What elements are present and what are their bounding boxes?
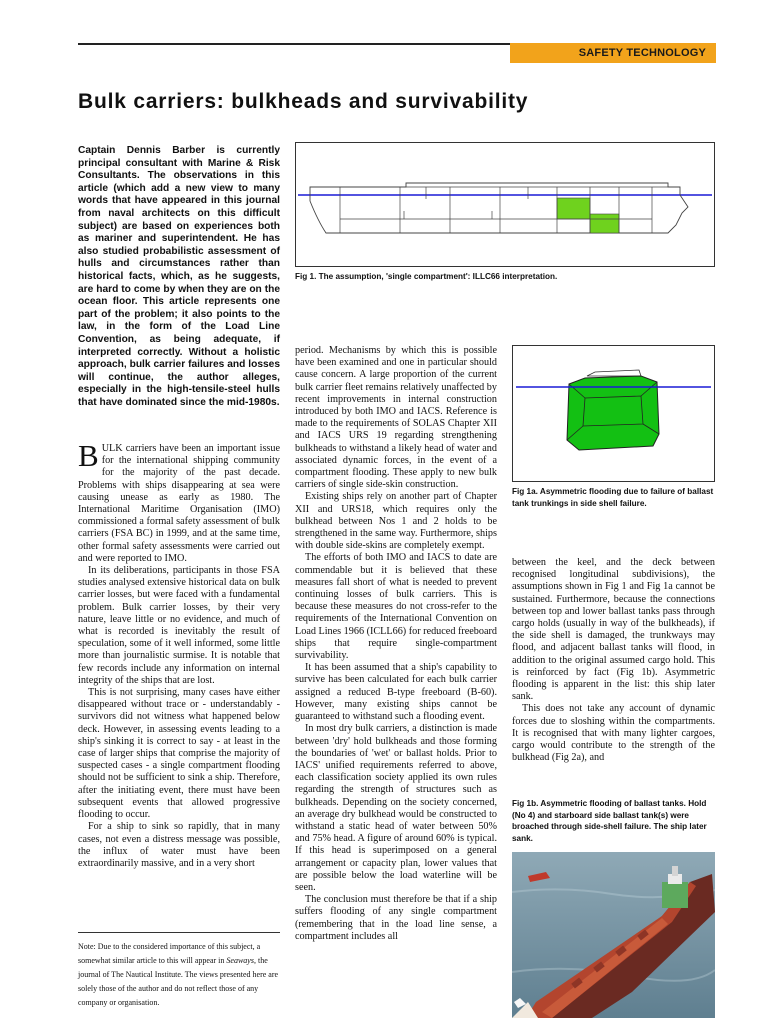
editorial-note: Note: Due to the considered importance of this subject, a somewhat similar article to this will appear in Seaways, the journal of The Nautical Institute. The views presented here are solely those of the author and do not reflect those of any company or organisation.	[78, 942, 279, 1007]
figure-1a-caption: Fig 1a. Asymmetric flooding due to failure of ballast tank trunkings in side shell failure.	[512, 487, 714, 508]
paragraph: In most dry bulk carriers, a distinction is made between 'dry' hold bulkheads and those forming the boundaries of 'wet' or ballast holds. Prior to IACS' unified requirements referred to above, each classification society applied its own rules regarding the strength of structures such as bulkheads. Depending on the society concerned, an average dry bulkhead would be constructed to withstand a static head of water between 50% and 75% head. A figure of around 60% is typical. If this head is superimposed on a general arrangement or capacity plan, lower values that are possible below the load waterline will be seen.	[295, 723, 497, 893]
section-label: SAFETY TECHNOLOGY	[510, 43, 716, 63]
paragraph: period. Mechanisms by which this is possible have been examined and one in particular should cause concern. A large proportion of the current bulk carrier fleet remains relatively unaffected by recent improvements in internal construction introduced by both IMO and IACS. Reference is made to the requirements of SOLAS Chapter XII and IACS URS 19 regarding strengthening bulkheads to withstand a likely head of water and associated dynamic forces, in the event of a compartment flooding. These apply to new bulk carriers of single side-skin construction.	[295, 345, 497, 491]
paragraph: In its deliberations, participants in those FSA studies analysed extensive historical data on bulk carrier losses, but were faced with a fundamental problem. Bulk carrier losses, by their very nature, leave little or no evidence, and much of what is recorded is inevitably the result of speculation, some of it well informed, some little more than journalistic surmise. It is notable that few records include any information on internal integrity of the ships that are lost.	[78, 565, 280, 686]
body-column-2	[295, 345, 497, 943]
paragraph: This does not take any account of dynamic forces due to sloshing within the compartments. It is recognised that with many lighter cargoes, cargo would contribute to the strength of the bulkhead (Fig 2a), and	[512, 703, 715, 764]
figure-1-caption: Fig 1. The assumption, 'single compartment': ILLC66 interpretation.	[295, 272, 558, 281]
body-column-3	[512, 557, 715, 764]
drop-cap: B	[78, 438, 99, 473]
midship-section-diagram	[513, 346, 714, 481]
paragraph: Existing ships rely on another part of Chapter XII and URS18, which requires only the bulkhead between Nos 1 and 2 holds to be strengthened in the same way. Furthermore, ships with double side-skins are completely exempt.	[295, 491, 497, 552]
figure-1b-caption: Fig 1b. Asymmetric flooding of ballast tanks. Hold (No 4) and starboard side ballast tank(s) were broached through side-shell failure. The ship later sank.	[512, 799, 707, 843]
listing-ship-photo	[512, 852, 715, 1018]
figure-1	[295, 142, 715, 267]
note-rule	[78, 932, 280, 933]
figure-1b-photo	[512, 852, 715, 1018]
article-intro: Captain Dennis Barber is currently principal consultant with Marine & Risk Consultants. The observations in this article (which add a new view to many words that have appeared in this journal from naval architects on this difficult subject) are based on experiences both as mariner and superintendent. He has also studied probabilistic assessment of hulls and circumstances rather than historical facts, which, as he suggests, are hard to come by when they are on the ocean floor. This article represents one part of the problem; it also points to the law, in the form of the Load Line Convention, as being adequate, if interpreted correctly. Without a holistic approach, bulk carrier failures and losses will continue, the author alleges, especially in the high-tensile-steel hulls that have dominated since the mid-1980s.	[78, 145, 280, 408]
paragraph: It has been assumed that a ship's capability to survive has been calculated for each bulk carrier assigned a reduced B-type freeboard (B-60). However, many existing ships cannot be guaranteed to withstand such a flooding event.	[295, 662, 497, 723]
ship-profile-diagram	[296, 143, 714, 266]
figure-1a	[512, 345, 715, 482]
paragraph: The efforts of both IMO and IACS to date are commendable but it is believed that these measures fall short of what is needed to prevent continuing losses of bulk carriers. This is because these measures do not cross-refer to the requirements of the International Convention on Load Lines 1966 (ICLL66) for reduced freeboard ships that require single-compartment survivability.	[295, 552, 497, 662]
article-title: Bulk carriers: bulkheads and survivability	[78, 90, 529, 113]
body-column-1	[78, 438, 281, 870]
journal-name: Seaways	[226, 956, 254, 965]
paragraph: The conclusion must therefore be that if a ship suffers flooding of any single compartment (remembering that in the load line sense, a compartment includes all	[295, 894, 497, 942]
paragraph: For a ship to sink so rapidly, that in many cases, not even a distress message was possible, the influx of water must have been extraordinarily massive, and in a very short	[78, 821, 280, 869]
paragraph: between the keel, and the deck between recognised longitudinal subdivisions), the assumptions shown in Fig 1 and Fig 1a cannot be sustained. Furthermore, because the connections between top and lower ballast tanks pass through cargo holds (usually in way of the bulkheads), if the side shell is damaged, the trunkways may flood, and adjacent ballast tanks will flood, in addition to the original assumed cargo hold. This is reinforced by fact (Fig 1b). Asymmetric flooding is apparent in the list: this ship later sank.	[512, 557, 715, 703]
paragraph: This is not surprising, many cases have either disappeared without trace or - understandably - survivors did not witness what happened below deck. However, in assessing events leading to a ship's sinking it is correct to say - at least in the case of larger ships that comprise the majority of suspected cases - a single compartment flooding should not be sufficient to sink a ship. Therefore, after the initiating event, there must have been subsequent events that allowed progressive flooding to occur.	[78, 687, 280, 821]
paragraph: BULK carriers have been an important issue for the international shipping community for the majority of the past decade. Problems with ships disappearing at sea were causing unease as early as 1980. The International Maritime Organisation (IMO) commissioned a formal safety assessment of bulk carriers (FSA BC) in 1999, and at the same time, other formal safety assessments were carried out and were reported to IMO.	[78, 438, 281, 564]
